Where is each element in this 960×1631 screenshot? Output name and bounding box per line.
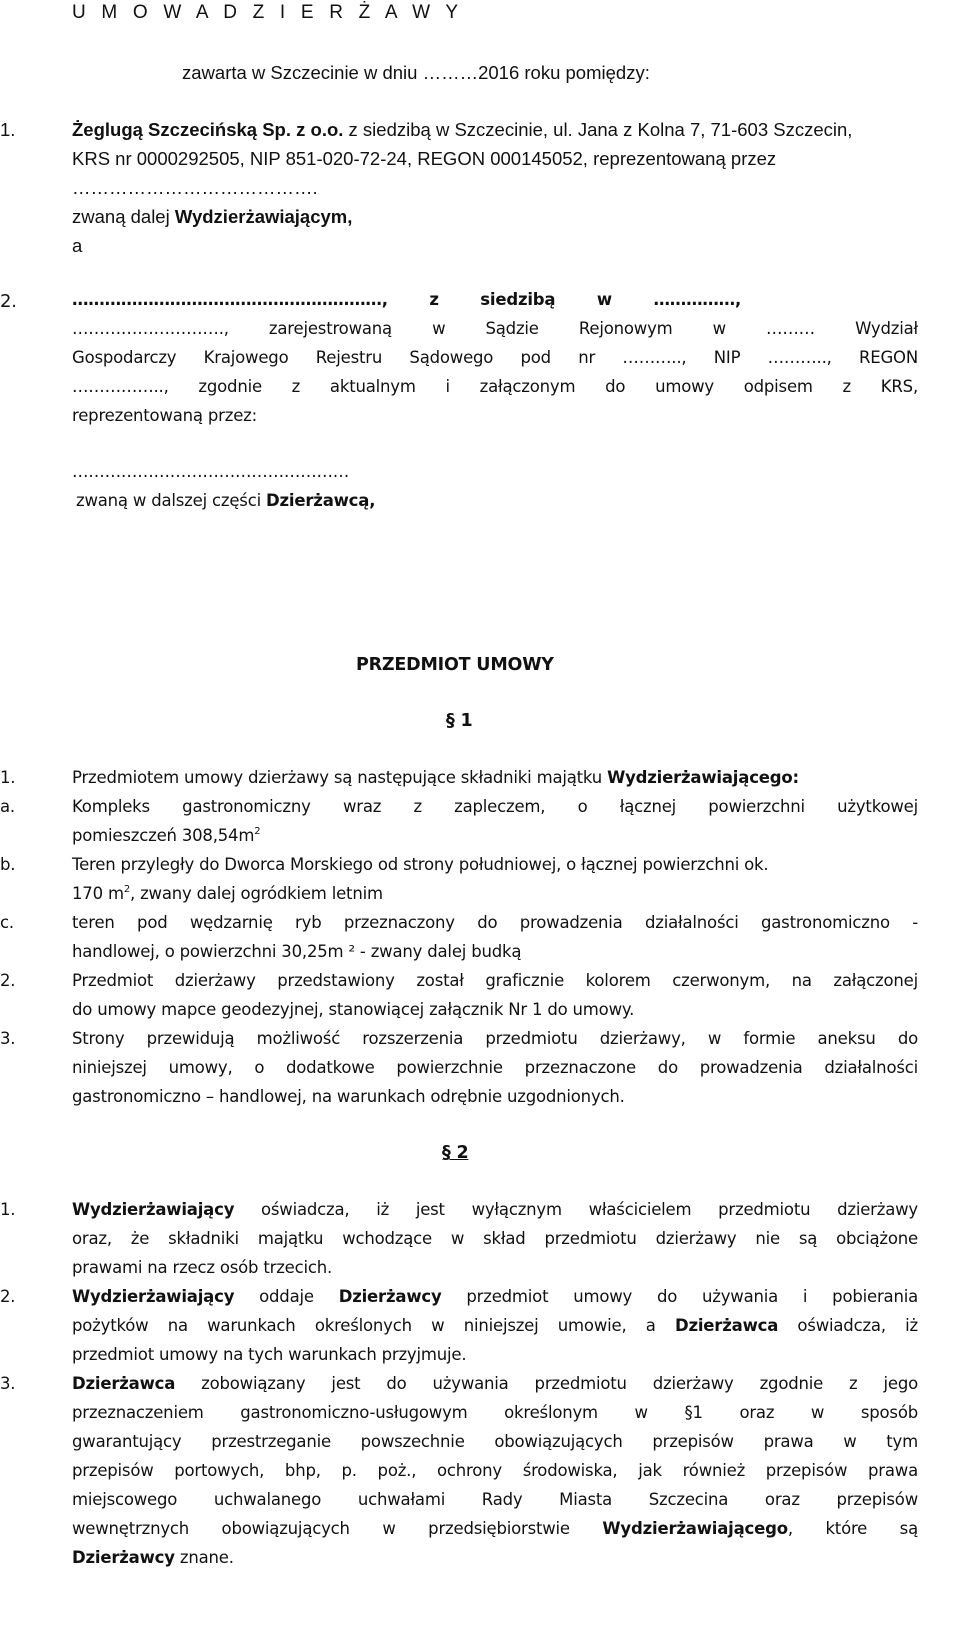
- par2-item-text: [72, 1200, 918, 1219]
- par1-item-text: do umowy mapce geodezyjnej, stanowiącej załącznik Nr 1 do umowy.: [72, 1000, 635, 1019]
- party1-alias-name: Wydzierżawiającym,: [174, 206, 353, 227]
- party-name: Dzierżawca: [72, 1374, 176, 1393]
- party1-address: z siedzibą w Szczecinie, ul. Jana z Kolna 7, 71-603 Szczecin,: [343, 119, 853, 140]
- par2-item-text: miejscowego uchwalanego uchwałami Rady Miasta Szczecina oraz przepisów: [72, 1490, 918, 1509]
- party1-number: 1.: [0, 119, 16, 140]
- par1-item-text: Kompleks gastronomiczny wraz z zapleczem, o łącznej powierzchni użytkowej: [72, 797, 918, 816]
- par1-item-text: gastronomiczno – handlowej, na warunkach odrębnie uzgodnionych.: [72, 1087, 625, 1106]
- par2-item-text: przedmiot umowy na tych warunkach przyjmuje.: [72, 1345, 467, 1364]
- text-run: oświadcza, iż jest wyłącznym właścicielem przedmiotu dzierżawy: [234, 1200, 918, 1219]
- par1-item1-bold: Wydzierżawiającego:: [607, 768, 799, 787]
- party1-line1: [72, 119, 852, 141]
- party2-alias-prefix: zwaną w dalszej części: [76, 491, 267, 510]
- conjunction-a: a: [72, 235, 83, 256]
- party-name: Wydzierżawiający: [72, 1200, 235, 1219]
- paragraph-1-heading: § 1: [446, 711, 473, 731]
- party2-line1: …………………………………………………, z siedzibą w ……………,: [72, 290, 742, 309]
- par1-item-text: teren pod wędzarnię ryb przeznaczony do prowadzenia działalności gastronomiczno -: [72, 913, 918, 932]
- par1-item-number: 2.: [0, 971, 16, 990]
- party2-line4: …………….., zgodnie z aktualnym i załączonym do umowy odpisem z KRS,: [72, 377, 918, 396]
- par2-item-text: [72, 1519, 918, 1538]
- paragraph-2-heading: § 2: [442, 1143, 469, 1163]
- par1-item-text: Strony przewidują możliwość rozszerzenia przedmiotu dzierżawy, w formie aneksu do: [72, 1029, 918, 1048]
- party-name: Wydzierżawiający: [72, 1287, 235, 1306]
- par2-item-number: 2.: [0, 1287, 16, 1306]
- text-run: przedmiot umowy do używania i pobierania: [441, 1287, 919, 1306]
- party1-registry: KRS nr 0000292505, NIP 851-020-72-24, REGON 000145052, reprezentowaną przez: [72, 148, 777, 169]
- par2-item-text: [72, 1316, 918, 1335]
- par1-itemb-tail: , zwany dalej ogródkiem letnim: [129, 884, 383, 903]
- party1-alias: [72, 206, 352, 228]
- par2-item-text: [72, 1287, 918, 1306]
- par1-item-text: Przedmiot dzierżawy przedstawiony został graficznie kolorem czerwonym, na załączonej: [72, 971, 918, 990]
- party2-alias: [76, 491, 375, 510]
- party2-line3: Gospodarczy Krajowego Rejestru Sądowego pod nr ……….., NIP ……….., REGON: [72, 348, 918, 367]
- par2-item-text: przeznaczeniem gastronomiczno-usługowym określonym w §1 oraz w sposób: [72, 1403, 918, 1422]
- par1-item-text: [72, 768, 799, 787]
- par1-item-number: c.: [0, 913, 14, 932]
- text-run: , które są: [787, 1519, 918, 1538]
- text-run: znane.: [174, 1548, 234, 1567]
- text-run: zobowiązany jest do używania przedmiotu dzierżawy zgodnie z jego: [175, 1374, 918, 1393]
- party1-representative: ………………………………….: [72, 177, 318, 198]
- party1-alias-prefix: zwaną dalej: [72, 206, 175, 227]
- par1-itema-area: pomieszczeń 308,54m: [72, 826, 255, 845]
- party-name: Dzierżawcy: [338, 1287, 442, 1306]
- text-run: oświadcza, iż: [778, 1316, 918, 1335]
- intro-line: zawarta w Szczecinie w dniu ………2016 roku pomiędzy:: [182, 62, 650, 83]
- par2-item-number: 1.: [0, 1200, 16, 1219]
- party-name: Wydzierżawiającego: [602, 1519, 788, 1538]
- par1-item1-text: Przedmiotem umowy dzierżawy są następujące składniki majątku: [72, 768, 608, 787]
- par2-item-text: prawami na rzecz osób trzecich.: [72, 1258, 333, 1277]
- par2-item-text: [72, 1548, 234, 1567]
- par2-item-text: przepisów portowych, bhp, p. poż., ochrony środowiska, jak również przepisów prawa: [72, 1461, 918, 1480]
- par1-itemb-area: 170 m: [72, 884, 124, 903]
- party2-line2: ………………………., zarejestrowaną w Sądzie Rejonowym w ……… Wydział: [72, 319, 918, 338]
- text-run: pożytków na warunkach określonych w niniejszej umowie, a: [72, 1316, 675, 1335]
- superscript: 2: [254, 826, 261, 837]
- par2-item-text: gwarantujący przestrzeganie powszechnie obowiązujących przepisów prawa w tym: [72, 1432, 918, 1451]
- text-run: wewnętrznych obowiązujących w przedsiębiorstwie: [72, 1519, 603, 1538]
- par1-item-text: handlowej, o powierzchni 30,25m ² - zwany dalej budką: [72, 942, 522, 961]
- par1-item-text: Teren przyległy do Dworca Morskiego od strony południowej, o łącznej powierzchni ok.: [72, 855, 769, 874]
- par1-item-number: a.: [0, 797, 15, 816]
- text-run: oddaje: [234, 1287, 339, 1306]
- superscript: 2: [123, 884, 130, 895]
- par2-item-text: [72, 1374, 918, 1393]
- party-name: Dzierżawcy: [72, 1548, 175, 1567]
- par1-item-text: niniejszej umowy, o dodatkowe powierzchnie przeznaczone do prowadzenia działalności: [72, 1058, 918, 1077]
- par2-item-number: 3.: [0, 1374, 16, 1393]
- party-name: Dzierżawca: [674, 1316, 779, 1335]
- party2-line5: reprezentowaną przez:: [72, 406, 257, 425]
- par1-item-number: b.: [0, 855, 16, 874]
- par1-item-text: [72, 826, 260, 845]
- par1-item-number: 1.: [0, 768, 16, 787]
- party2-number: 2.: [0, 291, 17, 312]
- par1-item-number: 3.: [0, 1029, 16, 1048]
- document-title: U M O W A D Z I E R Ż A W Y: [72, 2, 464, 23]
- party2-representative: ……………………………………………: [72, 462, 350, 481]
- party2-alias-name: Dzierżawcą,: [266, 491, 376, 510]
- par1-item-text: [72, 884, 383, 903]
- section-heading: PRZEDMIOT UMOWY: [356, 655, 554, 675]
- party1-name: Żeglugą Szczecińską Sp. z o.o.: [72, 119, 344, 140]
- par2-item-text: oraz, że składniki majątku wchodzące w skład przedmiotu dzierżawy nie są obciążone: [72, 1229, 918, 1248]
